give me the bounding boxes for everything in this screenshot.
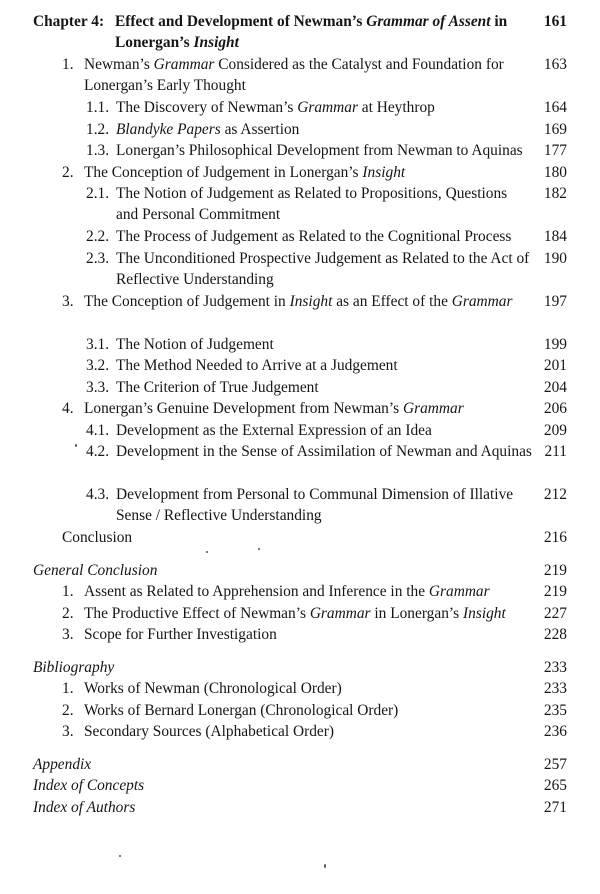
toc-entry-title-part: General Conclusion: [33, 561, 158, 579]
toc-entry-title-part: The Productive Effect of Newman’s: [84, 604, 310, 622]
toc-entry-title-part: The Unconditioned Prospective Judgement as Related to the Act of Reflective Understanding: [116, 249, 530, 288]
toc-entry: [86, 119, 567, 140]
toc-entry-page-number: 216: [543, 529, 567, 546]
toc-entry: [86, 441, 567, 462]
toc-entry: [86, 377, 567, 398]
toc-entry: [33, 797, 567, 818]
toc-entry-title-part: The Conception of Judgement in: [84, 292, 290, 310]
toc-entry-page-number: 219: [543, 561, 567, 579]
toc-entry-title-part: Grammar: [309, 604, 371, 622]
toc-entry-title-part: The Notion of Judgement as Related to Propositions, Questions and Personal Commitment: [116, 185, 508, 223]
toc-entry: [86, 420, 567, 441]
scan-speck: [119, 855, 121, 857]
toc-entry-title-part: Works of Newman (Chronological Order): [84, 680, 342, 697]
toc-entry-title: [33, 797, 533, 818]
toc-entry-title-part: Bibliography: [33, 658, 115, 676]
toc-entry-page-number: 271: [543, 798, 567, 816]
toc-entry-page-number: 209: [543, 421, 567, 439]
toc-entry-title: [84, 162, 533, 183]
toc-entry-number: 2.2.: [86, 228, 110, 245]
toc-entry-title-part: Appendix: [33, 755, 92, 773]
toc-entry: [62, 581, 567, 602]
toc-entry-title-part: at Heythrop: [357, 99, 435, 116]
toc-entry-title: [116, 441, 533, 462]
toc-entry-page-number: 184: [543, 228, 567, 245]
toc-entry-title: [84, 581, 533, 602]
toc-entry-title-part: as an Effect of the: [332, 292, 452, 310]
toc-entry: [62, 721, 567, 742]
toc-entry-title-part: Insight: [463, 604, 506, 622]
toc-entry: [62, 54, 567, 96]
toc-entry: [86, 140, 567, 161]
toc-entry-number: 1.3.: [86, 142, 110, 159]
toc-entry-title-part: The Process of Judgement as Related to the Cognitional Process: [116, 228, 512, 245]
toc-entry-title-part: Index of Concepts: [33, 777, 145, 794]
toc-entry-title-part: Grammar: [403, 400, 464, 417]
toc-entry: [86, 355, 567, 376]
toc-entry-title: [116, 377, 533, 398]
toc-entry-title: [116, 420, 533, 441]
toc-entry-number: 3.: [62, 626, 74, 643]
toc-entry-number: 1.2.: [86, 120, 110, 138]
toc-entry-number: 2.: [62, 604, 74, 622]
toc-entry-title-part: Newman’s: [84, 56, 154, 73]
toc-entry-title-part: Grammar: [451, 292, 513, 310]
toc-entry: [86, 248, 567, 290]
toc-entry-number: 1.: [62, 56, 74, 73]
toc-entry-title: [84, 54, 533, 96]
toc-entry: [62, 603, 567, 624]
toc-entry-page-number: 163: [543, 56, 567, 73]
toc-entry-page-number: 228: [543, 626, 567, 643]
toc-entry: [86, 226, 567, 247]
toc-entry-title-part: Blandyke Papers: [116, 120, 221, 138]
scan-speck: [206, 551, 208, 553]
toc-entry-page-number: 265: [543, 777, 567, 794]
toc-entry-title: [33, 560, 533, 581]
toc-entry-number: 4.1.: [86, 421, 110, 439]
toc-entry-page-number: 235: [543, 701, 567, 719]
scan-speck: [258, 548, 260, 550]
toc-entry-title-part: The Notion of Judgement: [116, 335, 274, 353]
toc-entry-number: 2.: [62, 701, 74, 719]
toc-entry: [33, 11, 567, 53]
toc-entry: [33, 657, 567, 678]
toc-entry-page-number: 199: [543, 335, 567, 353]
toc-entry-page-number: 169: [543, 120, 567, 138]
toc-entry-title: [84, 398, 533, 419]
toc-entry-number: 1.1.: [86, 99, 110, 116]
toc-entry-page-number: 227: [543, 604, 567, 622]
toc-entry-title: [84, 603, 533, 624]
toc-entry-page-number: 177: [543, 142, 567, 159]
toc-entry-title: [84, 700, 533, 721]
toc-entry: [86, 97, 567, 118]
toc-entry-title: [115, 11, 533, 53]
toc-entry-page-number: 212: [543, 486, 567, 503]
toc-entry: [62, 162, 567, 183]
toc-entry: [86, 484, 567, 526]
toc-entry-title-part: Assent as Related to Apprehension and Inference in the: [84, 583, 429, 600]
toc-entry-page-number: 161: [543, 13, 567, 30]
toc-entry-number: 1.: [62, 583, 74, 600]
toc-entry-page-number: 233: [543, 680, 567, 697]
toc-entry-number: 2.3.: [86, 249, 110, 267]
toc-entry-title: [62, 527, 533, 548]
toc-entry-page-number: 164: [543, 99, 567, 116]
toc-entry-number: 2.: [62, 163, 74, 181]
toc-entry-title-part: Grammar: [297, 99, 358, 116]
toc-entry-title: [116, 355, 533, 376]
toc-entry-title: [116, 334, 533, 355]
toc-entry-title-part: Grammar: [428, 583, 490, 600]
toc-entry: [33, 775, 567, 796]
toc-entry-page-number: 219: [543, 583, 567, 600]
toc-entry-title: [116, 183, 533, 225]
toc-entry-number: 3.1.: [86, 335, 110, 353]
toc-entry-title-part: Grammar: [153, 56, 215, 73]
toc-entry-page-number: 204: [543, 378, 567, 396]
toc-entry: [62, 678, 567, 699]
toc-entry-title-part: Insight: [193, 34, 239, 51]
toc-entry-title-part: Lonergan’s Genuine Development from Newman’s: [84, 400, 403, 417]
toc-entry-number: 4.: [62, 400, 74, 417]
toc-entry-title-part: The Method Needed to Arrive at a Judgement: [116, 357, 398, 374]
toc-entry: [62, 291, 567, 312]
toc-entry-title: [33, 754, 533, 775]
toc-entry-page-number: 236: [543, 723, 567, 740]
toc-entry-title-part: Development in the Sense of Assimilation of Newman and Aquinas: [116, 443, 532, 460]
toc-entry-title: [84, 678, 533, 699]
toc-entry-title-part: in Lonergan’s: [370, 604, 464, 622]
toc-entry: [62, 700, 567, 721]
toc-entry-title-part: Works of Bernard Lonergan (Chronological Order): [84, 701, 399, 719]
toc-entry-title-part: The Criterion of True Judgement: [116, 378, 319, 396]
toc-entry-page-number: 211: [544, 443, 567, 460]
toc-entry-number: 2.1.: [86, 185, 110, 202]
toc-entry-title: [84, 624, 533, 645]
toc-entry-page-number: 180: [543, 163, 567, 181]
toc-entry: [33, 560, 567, 581]
toc-entry-number: 1.: [62, 680, 74, 697]
toc-entry-page-number: 257: [543, 755, 567, 773]
toc-entry-title-part: Conclusion: [62, 529, 133, 546]
toc-entry-number: 4.2.: [86, 443, 110, 460]
toc-entry-title-part: as Assertion: [220, 120, 300, 138]
toc-entry: [86, 183, 567, 225]
toc-entry-title-part: Lonergan’s Philosophical Development from Newman to Aquinas: [116, 142, 523, 159]
toc-entry-title: [116, 226, 533, 247]
toc-entry-title-part: Index of Authors: [33, 798, 136, 816]
toc-entry-page-number: 233: [543, 658, 567, 676]
toc-entry-page-number: 182: [543, 185, 567, 202]
toc-entry-page-number: 197: [543, 292, 567, 310]
toc-entry-number: 3.3.: [86, 378, 110, 396]
toc-entry-page-number: 206: [543, 400, 567, 417]
toc-entry: [62, 527, 567, 548]
toc-entry-title-part: Considered as the Catalyst and Foundation for Lonergan’s Early Thought: [84, 56, 504, 94]
toc-entry-title-part: Insight: [362, 163, 406, 181]
toc-entry-title: [116, 248, 533, 290]
toc-entry-number: Chapter 4:: [33, 13, 105, 30]
toc-entry-title-part: Effect and Development of Newman’s: [115, 13, 367, 30]
toc-entry-title-part: The Discovery of Newman’s: [116, 99, 298, 116]
toc-entry-page-number: 201: [543, 357, 567, 374]
toc-entry-title: [116, 484, 533, 526]
toc-entry-title: [116, 140, 533, 161]
toc-entry-title: [84, 291, 533, 312]
toc-entry-page-number: 190: [543, 249, 567, 267]
scan-speck: [324, 864, 326, 868]
toc-entry-title: [33, 657, 533, 678]
toc-entry-title-part: Scope for Further Investigation: [84, 626, 277, 643]
toc-entry-title-part: in Lonergan’s: [115, 13, 508, 51]
toc-entry-title-part: The Conception of Judgement in Lonergan’s: [84, 163, 363, 181]
toc-entry-title: [33, 775, 533, 796]
toc-entry-number: 3.: [62, 292, 74, 310]
toc-entry-title: [116, 119, 533, 140]
toc-entry-title: [84, 721, 533, 742]
toc-entry: [62, 624, 567, 645]
toc-entry-number: 3.: [62, 723, 74, 740]
toc-entry-title-part: Grammar of Assent: [366, 13, 491, 30]
toc-entry-title-part: Development from Personal to Communal Dimension of Illative Sense / Reflective Understanding: [116, 486, 514, 524]
toc-entry-title-part: Insight: [289, 292, 333, 310]
toc-entry-title-part: Development as the External Expression of an Idea: [116, 421, 432, 439]
toc-entry-number: 3.2.: [86, 357, 110, 374]
toc-entry-title-part: Secondary Sources (Alphabetical Order): [84, 723, 335, 740]
toc-entry: [33, 754, 567, 775]
toc-entry: [62, 398, 567, 419]
toc-entry-number: 4.3.: [86, 486, 110, 503]
toc-entry: [86, 334, 567, 355]
scan-speck: [75, 444, 77, 447]
toc-entry-title: [116, 97, 533, 118]
